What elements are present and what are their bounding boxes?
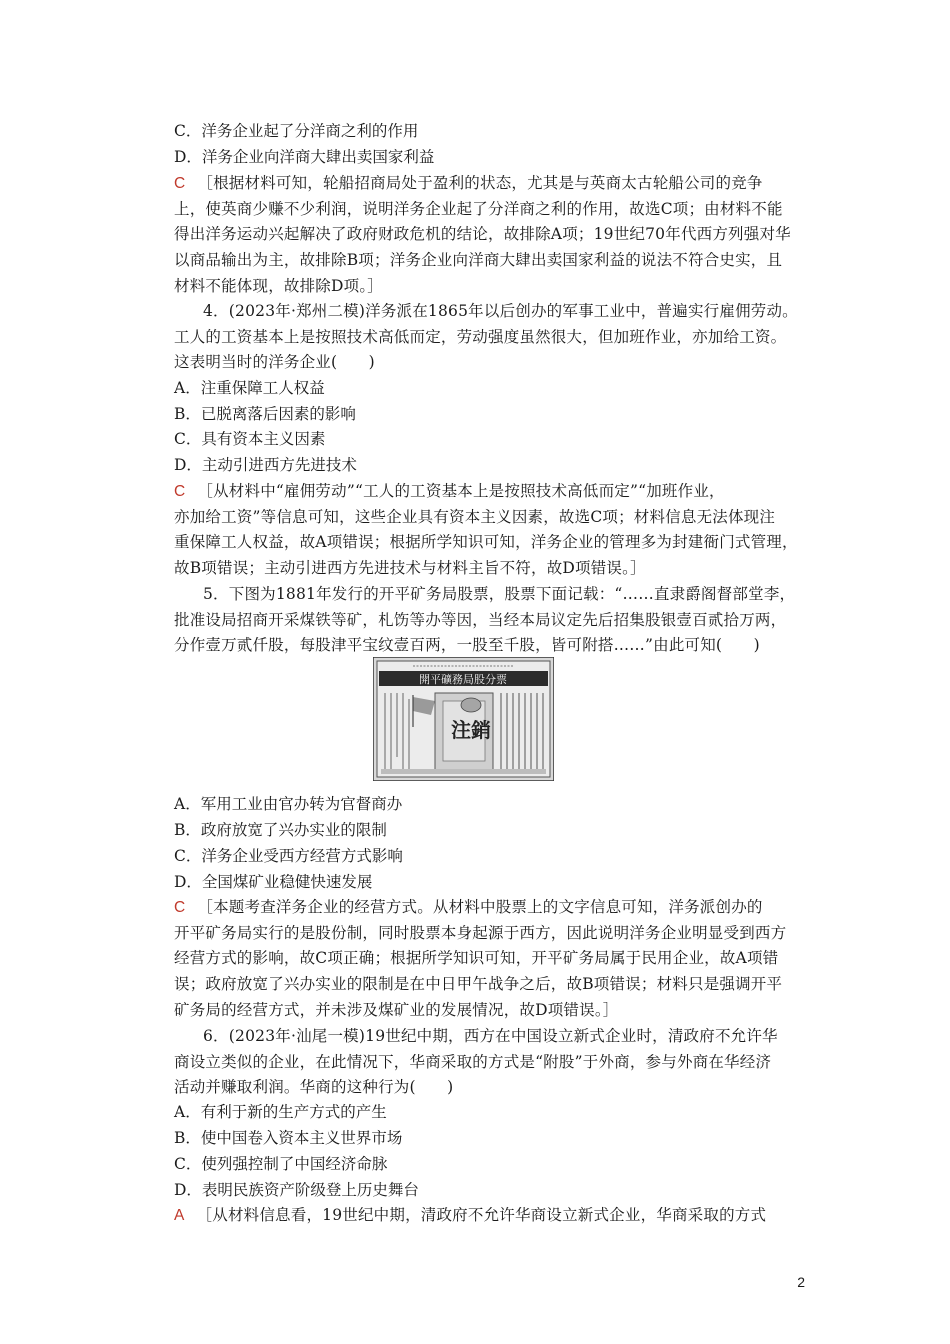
q6-option-c: C．使列强控制了中国经济命脉 [174, 1155, 388, 1173]
q5-explanation [174, 895, 806, 1024]
q3-answer-letter: C [174, 175, 186, 192]
q5-explanation-line: 矿务局的经营方式，并未涉及煤矿业的发展情况，故D项错误。］ [174, 1000, 619, 1019]
stock-seal-text: 注銷 [451, 718, 491, 742]
q5-stem-line: 分作壹万贰仟股，每股津平宝纹壹百两，一股至千股，皆可附搭……”由此可知( ) [174, 636, 760, 655]
q3-option-c: C．洋务企业起了分洋商之利的作用 [174, 122, 419, 140]
q5-option-a: A．军用工业由官办转为官督商办 [174, 795, 403, 813]
q3-explanation [174, 171, 806, 300]
q3-explanation-line: C ［根据材料可知，轮船招商局处于盈利的状态，尤其是与英商太古轮船公司的竞争 [174, 174, 763, 192]
q5-option-b: B．政府放宽了兴办实业的限制 [174, 821, 387, 839]
q4-explanation [174, 479, 806, 582]
q5-option-c: C．洋务企业受西方经营方式影响 [174, 847, 403, 865]
q4-option-d: D．主动引进西方先进技术 [174, 456, 357, 474]
kaiping-stock-certificate-image [373, 657, 554, 781]
q6-stem-line: 6．(2023年·汕尾一模)19世纪中期，西方在中国设立新式企业时，清政府不允许华 [203, 1027, 778, 1045]
q4-explanation-line: C ［从材料中“雇佣劳动”“工人的工资基本上是按照技术高低而定”“加班作业， [174, 482, 725, 500]
q5-explanation-line: 开平矿务局实行的是股份制，同时股票本身起源于西方，因此说明洋务企业明显受到西方 [174, 923, 787, 942]
q6-answer-letter: A [174, 1207, 185, 1224]
q4-option-c: C．具有资本主义因素 [174, 430, 326, 448]
q4-option-a: A．注重保障工人权益 [174, 379, 325, 397]
q4-explanation-line: 亦加给工资”等信息可知，这些企业具有资本主义因素，故选C项；材料信息无法体现注 [174, 507, 776, 526]
q5-answer-letter: C [174, 899, 186, 916]
q4-option-b: B．已脱离落后因素的影响 [174, 405, 356, 423]
q6-option-b: B．使中国卷入资本主义世界市场 [174, 1129, 403, 1147]
q6-option-d: D．表明民族资产阶级登上历史舞台 [174, 1181, 419, 1199]
q5-stem [174, 582, 806, 659]
q5-explanation-line: C ［本题考查洋务企业的经营方式。从材料中股票上的文字信息可知，洋务派创办的 [174, 898, 763, 916]
q4-stem-line: 这表明当时的洋务企业( ) [174, 353, 375, 372]
stock-header-text: 開平礦務局股分票 [419, 673, 507, 686]
q3-explanation-line: 上，使英商少赚不少利润，说明洋务企业起了分洋商之利的作用，故选C项；由材料不能 [174, 199, 783, 218]
q3-explanation-line: 得出洋务运动兴起解决了政府财政危机的结论，故排除A项；19世纪70年代西方列强对华 [174, 225, 791, 244]
q5-explanation-line: 误；政府放宽了兴办实业的限制是在中日甲午战争之后，故B项错误；材料只是强调开平 [174, 975, 783, 994]
q3-explanation-line: 以商品输出为主，故排除B项；洋务企业向洋商大肆出卖国家利益的说法不符合史实，且 [174, 251, 783, 270]
q5-stem-line: 批准设局招商开采煤铁等矿，札饬等办等因，当经本局议定先后招集股银壹百贰拾万两， [174, 610, 787, 629]
q4-explanation-line: 故B项错误；主动引进西方先进技术与材料主旨不符，故D项错误。］ [174, 559, 646, 578]
q4-stem [174, 299, 806, 376]
q6-stem-line: 活动并赚取利润。华商的这种行为( ) [174, 1078, 454, 1097]
q5-stem-line: 5．下图为1881年发行的开平矿务局股票，股票下面记载：“……直隶爵阁督部堂李， [203, 585, 796, 603]
q6-explanation [174, 1203, 806, 1229]
q6-explanation-line: A ［从材料信息看，19世纪中期，清政府不允许华商设立新式企业，华商采取的方式 [174, 1206, 767, 1224]
q5-option-d: D．全国煤矿业稳健快速发展 [174, 873, 373, 891]
q3-explanation-line: 材料不能体现，故排除D项。］ [174, 276, 383, 295]
q6-stem [174, 1024, 806, 1101]
q4-stem-line: 4．(2023年·郑州二模)洋务派在1865年以后创办的军事工业中，普遍实行雇佣劳动。 [203, 302, 798, 320]
q3-option-d: D．洋务企业向洋商大肆出卖国家利益 [174, 148, 435, 166]
page-number: 2 [797, 1274, 805, 1290]
q4-answer-letter: C [174, 483, 186, 500]
q5-explanation-line: 经营方式的影响，故C项正确；根据所学知识可知，开平矿务局属于民用企业，故A项错 [174, 949, 779, 968]
q6-stem-line: 商设立类似的企业，在此情况下，华商采取的方式是“附股”于外商，参与外商在华经济 [174, 1052, 772, 1071]
q6-option-a: A．有利于新的生产方式的产生 [174, 1103, 387, 1121]
q4-explanation-line: 重保障工人权益，故A项错误；根据所学知识可知，洋务企业的管理多为封建衙门式管理， [174, 533, 798, 552]
q4-stem-line: 工人的工资基本上是按照技术高低而定，劳动强度虽然很大，但加班作业，亦加给工资。 [174, 327, 787, 346]
